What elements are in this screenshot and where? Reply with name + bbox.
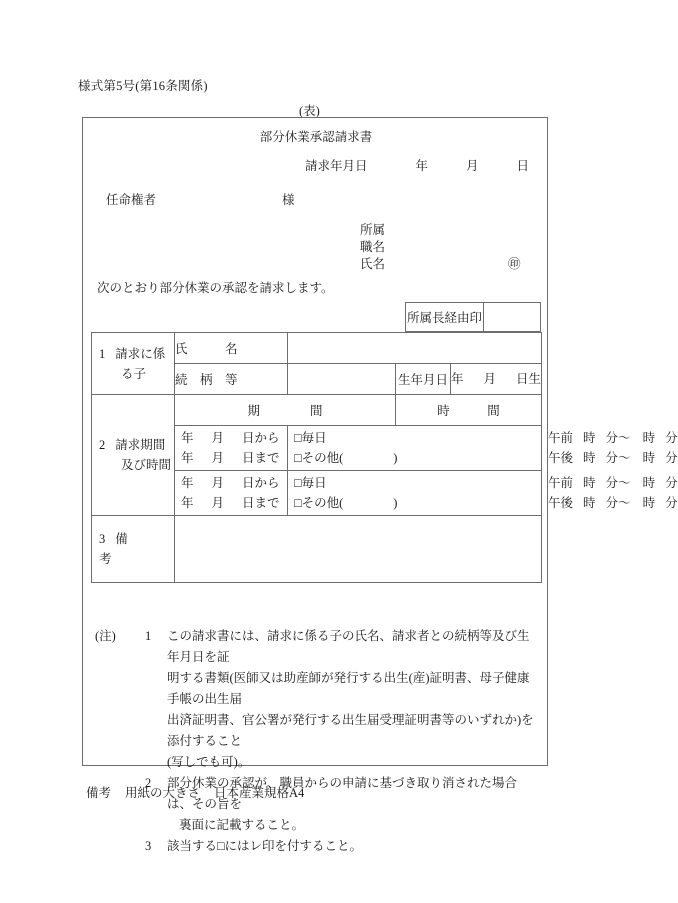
- period-1-check-other[interactable]: □その他( ): [294, 451, 398, 465]
- child-birth-year: 年: [450, 372, 464, 386]
- period-1-from: 年 月 日から: [181, 431, 280, 445]
- note-item-3: [95, 836, 541, 857]
- note-3-line-1: 該当する□にはレ印を付すること。: [167, 839, 363, 853]
- period-2-pm: 午後 時 分～ 時 分: [548, 496, 678, 510]
- period-1-check-daily[interactable]: □毎日: [294, 431, 327, 445]
- applicant-name-row: [360, 256, 521, 273]
- applicant-affiliation-label: 所属: [360, 223, 386, 237]
- footer-paper-value: 日本産業規格A4: [214, 786, 305, 800]
- section-remarks-number: 3: [99, 532, 106, 546]
- time-column-header: 時 間: [396, 395, 542, 426]
- footer-paper-label: 用紙の大きさ: [125, 786, 201, 800]
- footer-note: [86, 783, 304, 801]
- section-child-label: 1 請求に係: [99, 346, 166, 361]
- period-2-frequency[interactable]: [288, 471, 542, 516]
- note-3-number: 3: [145, 839, 152, 853]
- section-period-label: 2 請求期間: [99, 438, 166, 452]
- section-remarks-label: 3 備 考: [99, 532, 166, 566]
- main-form-table: [91, 332, 678, 583]
- child-birth-month: 月: [483, 372, 496, 386]
- note-1-number: 1: [145, 629, 152, 643]
- note-2-line-2: 裏面に記載すること。: [179, 818, 305, 832]
- period-1-to: 年 月 日まで: [181, 451, 280, 465]
- appointer-honorific: 様: [282, 193, 295, 207]
- child-birth-field[interactable]: [450, 364, 541, 394]
- applicant-jobtitle-row: [360, 239, 385, 256]
- child-birth-day: 日生: [516, 372, 542, 386]
- period-2-dates[interactable]: [175, 471, 288, 516]
- section-period-number: 2: [99, 438, 106, 452]
- period-1-am: 午前 時 分～ 時 分: [548, 431, 678, 445]
- child-relation-label: 続 柄 等: [175, 364, 288, 395]
- note-1-line-2: 明する書類(医師又は助産師が発行する出生(産)証明書、母子健康手帳の出生届: [167, 671, 530, 706]
- department-head-seal-field[interactable]: [483, 302, 541, 332]
- note-1-line-3: 出済証明書、官公署が発行する出生届受理証明書等のいずれか)を添付すること: [167, 713, 534, 748]
- child-name-field[interactable]: [288, 333, 542, 364]
- appointer-label: 任命権者: [106, 193, 157, 207]
- note-1-line-1: この請求書には、請求に係る子の氏名、請求者との続柄等及び生年月日を証: [167, 629, 530, 664]
- document-title: 部分休業承認請求書: [259, 130, 373, 144]
- period-2-check-other[interactable]: □その他( ): [294, 496, 398, 510]
- section-period-label-cell: [92, 395, 175, 516]
- period-2-to: 年 月 日まで: [181, 496, 280, 510]
- note-1-line-4: (写しでも可)。: [167, 755, 251, 769]
- request-date-label: 請求年月日: [305, 159, 368, 173]
- remarks-field[interactable]: [175, 516, 542, 583]
- child-birth-label: 生年月日: [397, 373, 448, 387]
- applicant-name-label: 氏名: [360, 257, 386, 271]
- period-column-header: 期 間: [175, 395, 396, 426]
- note-1-body: [95, 626, 541, 773]
- footer-label: 備考: [86, 786, 112, 800]
- table-row-period-header: [92, 395, 542, 426]
- period-1-dates[interactable]: [175, 426, 288, 471]
- face-label: (表): [299, 104, 320, 118]
- request-statement: 次のとおり部分休業の承認を請求します。: [97, 281, 334, 295]
- period-2-am: 午前 時 分～ 時 分: [548, 476, 678, 490]
- appointer-row: [106, 190, 295, 208]
- request-date-line: [305, 156, 529, 174]
- applicant-affiliation-row: [360, 222, 385, 239]
- table-row-child-name: [92, 333, 542, 364]
- notes-marker: (注): [95, 629, 116, 643]
- section-child-number: 1: [99, 346, 106, 361]
- note-3-body: [95, 836, 541, 857]
- period-2-check-daily[interactable]: □毎日: [294, 476, 327, 490]
- period-1-frequency[interactable]: [288, 426, 542, 471]
- seal-icon: ㊞: [508, 257, 521, 271]
- applicant-block: [360, 222, 521, 273]
- request-date-year: 年: [415, 159, 429, 173]
- request-date-day: 日: [516, 159, 530, 173]
- applicant-jobtitle-label: 職名: [360, 240, 386, 254]
- table-row-remarks: [92, 516, 542, 583]
- notes-block: [95, 626, 541, 857]
- request-date-month: 月: [466, 159, 479, 173]
- child-relation-field[interactable]: [288, 364, 396, 395]
- section-child-label2: る子: [121, 366, 147, 381]
- section-period-label2: 及び時間: [121, 458, 172, 472]
- note-item-1: [95, 626, 541, 773]
- note-2-line-1: 部分休業の承認が、職員からの申請に基づき取り消された場合は、その旨を: [167, 776, 518, 811]
- period-2-from: 年 月 日から: [181, 476, 280, 490]
- department-head-seal-label: 所属長経由印: [405, 302, 483, 332]
- form-number: 様式第5号(第16条関係): [78, 79, 208, 93]
- section-remarks-label-cell: [92, 516, 175, 583]
- child-name-label: 氏 名: [175, 333, 288, 364]
- department-head-seal-box: [405, 302, 541, 332]
- child-birth-cell: [396, 364, 542, 395]
- period-1-pm: 午後 時 分～ 時 分: [548, 451, 678, 465]
- section-child-label-cell: [92, 333, 175, 395]
- note-2-number: 2: [145, 776, 152, 790]
